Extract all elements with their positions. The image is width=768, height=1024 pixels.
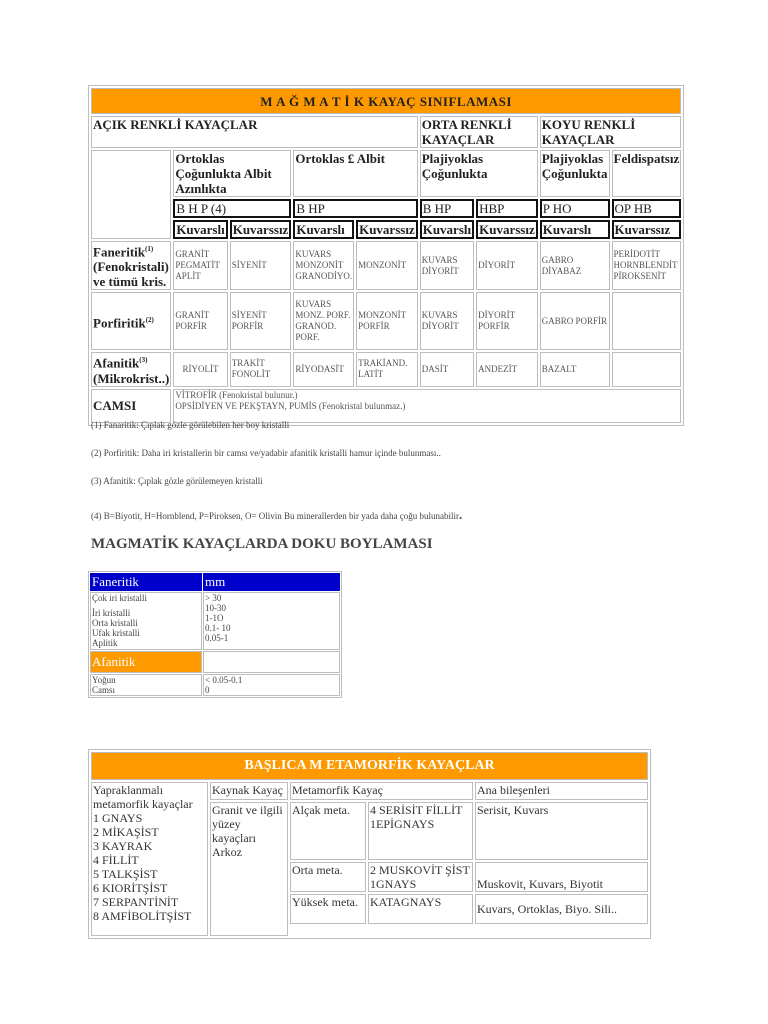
quartz-cell: Kuvarslı <box>540 220 610 239</box>
mineral-cell: B HP <box>293 199 417 218</box>
metamorphic-table <box>88 749 651 939</box>
rock-cell: DASİT <box>420 352 474 386</box>
col-metamorfik-kayac: Metamorfik Kayaç <box>290 782 473 800</box>
rock-cell: SİYENİT <box>230 241 292 290</box>
rock-cell <box>612 292 682 350</box>
rock-cell: MONZONİT PORFİR <box>356 292 418 350</box>
meta-rock-cell: KATAGNAYS <box>368 894 473 924</box>
rock-cell: RİYOLİT <box>173 352 227 386</box>
row-label-faneritik: Faneritik$^{(1)}$ (Fenokristali) ve tümü kris. <box>91 241 171 290</box>
grade-cell: Alçak meta. <box>290 802 366 860</box>
rock-cell: PERİDOTİT HORNBLENDİT PİROKSENİT <box>612 241 682 290</box>
row-label-porfiritik: Porfiritik$^{(2)}$ <box>91 292 171 350</box>
quartz-cell: Kuvarssız <box>612 220 682 239</box>
rock-cell: DİYORİT PORFİR <box>476 292 538 350</box>
row-label-afanitik: Afanitik$^{(3)}$ (Mikrokrist..) <box>91 352 171 386</box>
rock-cell: TRAKİT FONOLİT <box>230 352 292 386</box>
subgroup-feldispatsiz: Feldispatsız <box>612 150 682 197</box>
rock-cell: BAZALT <box>540 352 610 386</box>
rock-cell: GRANİT PEGMATİT APLİT <box>173 241 227 290</box>
faneritik-values: > 30 10-30 1-1O 0.1- 10 0.05-1 <box>203 592 340 650</box>
quartz-cell: Kuvarslı <box>293 220 354 239</box>
quartz-cell: Kuvarslı <box>173 220 227 239</box>
subgroup-plajiyoklas-2: Plajiyoklas Çoğunlukta <box>540 150 610 197</box>
source-rock: Granit ve ilgili yüzey kayaçları Arkoz <box>210 802 288 936</box>
quartz-cell: Kuvarssız <box>356 220 418 239</box>
col-ana-bilesenleri: Ana bileşenleri <box>475 782 648 800</box>
composition-cell: Kuvars, Ortoklas, Biyo. Sili.. <box>475 894 648 924</box>
subgroup-ortoklas-albit: Ortoklas Çoğunlukta Albit Azınlıkta <box>173 150 291 197</box>
group-dark: KOYU RENKLİ KAYAÇLAR <box>540 116 681 148</box>
row-label-camsi: CAMSI <box>91 389 171 423</box>
quartz-cell: Kuvarslı <box>420 220 474 239</box>
rock-cell: KUVARS DİYORİT <box>420 241 474 290</box>
mineral-cell: B H P (4) <box>173 199 291 218</box>
rock-cell: KUVARS DİYORİT <box>420 292 474 350</box>
texture-col-mm: mm <box>203 573 340 591</box>
rock-cell <box>612 352 682 386</box>
empty-cell <box>203 651 340 673</box>
magmatic-classification-table <box>88 85 684 426</box>
footnote-2: (2) Porfiritik: Daha iri kristallerin bir camsı ve/yadabir afanitik kristalli hamur içinde bulunması.. <box>91 448 441 458</box>
rock-cell: RİYODASİT <box>293 352 354 386</box>
footnote-4: (4) B=Biyotit, H=Hornblend, P=Piroksen, O= Olivin Bu minerallerden bir yada daha çoğu bulunabilir. <box>91 507 463 522</box>
subgroup-ortoklas-pound: Ortoklas £ Albit <box>293 150 417 197</box>
texture-col-faneritik: Faneritik <box>90 573 202 591</box>
composition-cell: Muskovit, Kuvars, Biyotit <box>475 862 648 892</box>
subgroup-plajiyoklas-1: Plajiyoklas Çoğunlukta <box>420 150 538 197</box>
mineral-cell: HBP <box>476 199 538 218</box>
spacer-cell <box>290 926 648 936</box>
texture-afanitik-header: Afanitik <box>90 651 202 673</box>
magmatic-title: M A Ğ M A T İ K KAYAÇ SINIFLAMASI <box>91 88 681 114</box>
quartz-cell: Kuvarssız <box>476 220 538 239</box>
empty-corner <box>91 150 171 239</box>
quartz-cell: Kuvarssız <box>230 220 292 239</box>
rock-cell: DİYORİT <box>476 241 538 290</box>
grade-cell: Orta meta. <box>290 862 366 892</box>
rock-cell: GRANİT PORFİR <box>173 292 227 350</box>
foliated-rocks-list: Yapraklanmalı metamorfik kayaçlar 1 GNAYS 2 MİKAŞİST 3 KAYRAK 4 FİLLİT 5 TALKŞİST 6 KIORİTŞİST 7 SERPANTİNİT 8 AMFİBOLİTŞİST <box>91 782 208 936</box>
group-light: AÇIK RENKLİ KAYAÇLAR <box>91 116 418 148</box>
metamorphic-title: BAŞLICA M ETAMORFİK KAYAÇLAR <box>91 752 648 780</box>
rock-cell: KUVARS MONZONİT GRANODİYO. <box>293 241 354 290</box>
afanitik-labels: Yoğun Camsı <box>90 674 202 696</box>
mineral-cell: P HO <box>540 199 610 218</box>
camsi-description: VİTROFİR (Fenokristal bulunur.) OPSİDİYEN VE PEKŞTAYN, PUMİS (Fenokristal bulunmaz.) <box>173 389 681 423</box>
afanitik-values: < 0.05-0.1 0 <box>203 674 340 696</box>
mineral-cell: OP HB <box>612 199 682 218</box>
rock-cell: GABRO PORFİR <box>540 292 610 350</box>
rock-cell: MONZONİT <box>356 241 418 290</box>
faneritik-labels: Çok iri kristalli İri kristalli Orta kristalli Ufak kristalli Aplitik <box>90 592 202 650</box>
meta-rock-cell: 4 SERİSİT FİLLİT 1EPİGNAYS <box>368 802 473 860</box>
composition-cell: Serisit, Kuvars <box>475 802 648 860</box>
mineral-cell: B HP <box>420 199 474 218</box>
footnote-3: (3) Afanitik: Çıplak gözle görülemeyen kristalli <box>91 476 263 486</box>
rock-cell: ANDEZİT <box>476 352 538 386</box>
col-kaynak-kayac: Kaynak Kayaç <box>210 782 288 800</box>
group-medium: ORTA RENKLİ KAYAÇLAR <box>420 116 538 148</box>
meta-rock-cell: 2 MUSKOVİT ŞİST 1GNAYS <box>368 862 473 892</box>
footnote-1: (1) Fanaritik: Çıplak gözle görülebilen her boy kristalli <box>91 420 290 430</box>
rock-cell: GABRO DİYABAZ <box>540 241 610 290</box>
grade-cell: Yüksek meta. <box>290 894 366 924</box>
rock-cell: KUVARS MONZ. PORF. GRANOD. PORF. <box>293 292 354 350</box>
texture-table <box>88 571 342 698</box>
rock-cell: SİYENİT PORFİR <box>230 292 292 350</box>
texture-heading: MAGMATİK KAYAÇLARDA DOKU BOYLAMASI <box>91 536 433 552</box>
rock-cell: TRAKİAND. LATİT <box>356 352 418 386</box>
